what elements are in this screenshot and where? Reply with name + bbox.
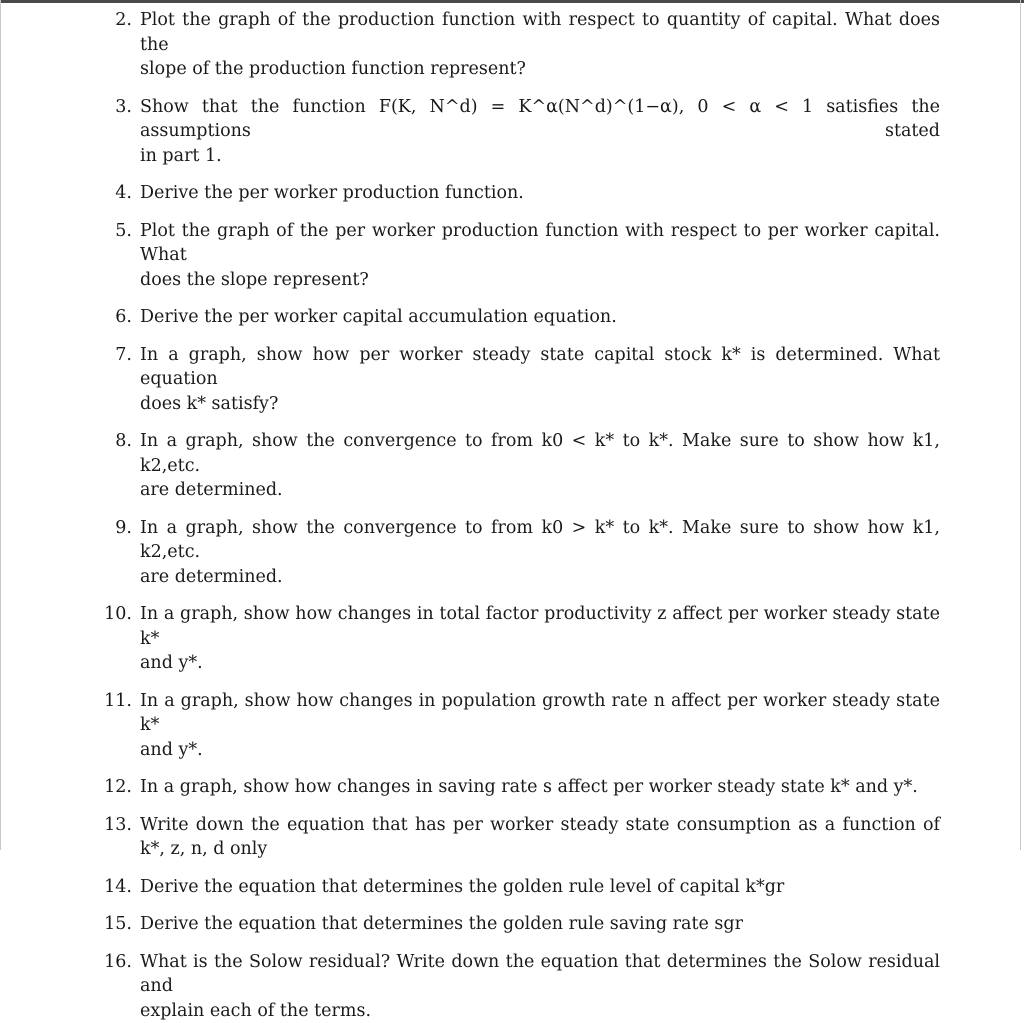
item-number: 14. bbox=[60, 875, 140, 900]
item-text bbox=[140, 950, 940, 1023]
top-border bbox=[0, 0, 1024, 3]
list-item bbox=[60, 8, 940, 82]
item-line: Show that the function F(K, N^d) = K^α(N^d)^(1−α), 0 < α < 1 satisfies the assumptions stated bbox=[140, 95, 940, 144]
item-line: and y*. bbox=[140, 738, 940, 763]
item-text bbox=[140, 912, 940, 937]
item-text bbox=[140, 775, 940, 800]
list-item bbox=[60, 875, 940, 900]
item-line: does k* satisfy? bbox=[140, 392, 940, 417]
item-line: Derive the equation that determines the golden rule saving rate sgr bbox=[140, 912, 940, 937]
item-line: does the slope represent? bbox=[140, 268, 940, 293]
item-number: 7. bbox=[60, 343, 140, 417]
item-line: are determined. bbox=[140, 565, 940, 590]
left-border bbox=[0, 0, 1, 850]
item-line: Plot the graph of the per worker production function with respect to per worker capital. What bbox=[140, 219, 940, 268]
list-item bbox=[60, 429, 940, 503]
item-line: In a graph, show the convergence to from k0 < k* to k*. Make sure to show how k1, k2,etc. bbox=[140, 429, 940, 478]
list-item bbox=[60, 95, 940, 169]
item-line: Plot the graph of the production function with respect to quantity of capital. What does the bbox=[140, 8, 940, 57]
item-line: In a graph, show how per worker steady state capital stock k* is determined. What equation bbox=[140, 343, 940, 392]
item-number: 3. bbox=[60, 95, 140, 169]
item-line: are determined. bbox=[140, 478, 940, 503]
item-text bbox=[140, 181, 940, 206]
item-line: in part 1. bbox=[140, 144, 940, 169]
item-text bbox=[140, 602, 940, 676]
item-line: explain each of the terms. bbox=[140, 999, 940, 1023]
item-number: 5. bbox=[60, 219, 140, 293]
item-text bbox=[140, 429, 940, 503]
item-line: and y*. bbox=[140, 651, 940, 676]
item-line: In a graph, show the convergence to from k0 > k* to k*. Make sure to show how k1, k2,etc. bbox=[140, 516, 940, 565]
item-text bbox=[140, 875, 940, 900]
item-text bbox=[140, 305, 940, 330]
list-item bbox=[60, 775, 940, 800]
item-number: 6. bbox=[60, 305, 140, 330]
item-line: Derive the equation that determines the golden rule level of capital k*gr bbox=[140, 875, 940, 900]
question-list bbox=[60, 8, 940, 1023]
item-line: In a graph, show how changes in saving rate s affect per worker steady state k* and y*. bbox=[140, 775, 940, 800]
item-text bbox=[140, 813, 940, 862]
item-number: 2. bbox=[60, 8, 140, 82]
list-item bbox=[60, 689, 940, 763]
list-item bbox=[60, 950, 940, 1023]
item-line: What is the Solow residual? Write down the equation that determines the Solow residual and bbox=[140, 950, 940, 999]
item-number: 10. bbox=[60, 602, 140, 676]
right-border bbox=[1020, 0, 1021, 850]
item-line: Write down the equation that has per worker steady state consumption as a function of bbox=[140, 813, 940, 838]
list-item bbox=[60, 343, 940, 417]
item-number: 11. bbox=[60, 689, 140, 763]
item-number: 15. bbox=[60, 912, 140, 937]
item-number: 8. bbox=[60, 429, 140, 503]
item-line: k*, z, n, d only bbox=[140, 837, 940, 862]
list-item bbox=[60, 181, 940, 206]
item-text bbox=[140, 95, 940, 169]
item-text bbox=[140, 8, 940, 82]
item-line: Derive the per worker production function. bbox=[140, 181, 940, 206]
item-line: Derive the per worker capital accumulation equation. bbox=[140, 305, 940, 330]
item-number: 16. bbox=[60, 950, 140, 1023]
list-item bbox=[60, 602, 940, 676]
item-number: 4. bbox=[60, 181, 140, 206]
item-text bbox=[140, 516, 940, 590]
item-number: 13. bbox=[60, 813, 140, 862]
item-text bbox=[140, 689, 940, 763]
list-item bbox=[60, 912, 940, 937]
item-line: slope of the production function represent? bbox=[140, 57, 940, 82]
list-item bbox=[60, 219, 940, 293]
list-item bbox=[60, 516, 940, 590]
item-number: 12. bbox=[60, 775, 140, 800]
item-text bbox=[140, 219, 940, 293]
list-item bbox=[60, 813, 940, 862]
item-text bbox=[140, 343, 940, 417]
item-number: 9. bbox=[60, 516, 140, 590]
item-line: In a graph, show how changes in population growth rate n affect per worker steady state k* bbox=[140, 689, 940, 738]
list-item bbox=[60, 305, 940, 330]
item-line: In a graph, show how changes in total factor productivity z affect per worker steady state k* bbox=[140, 602, 940, 651]
